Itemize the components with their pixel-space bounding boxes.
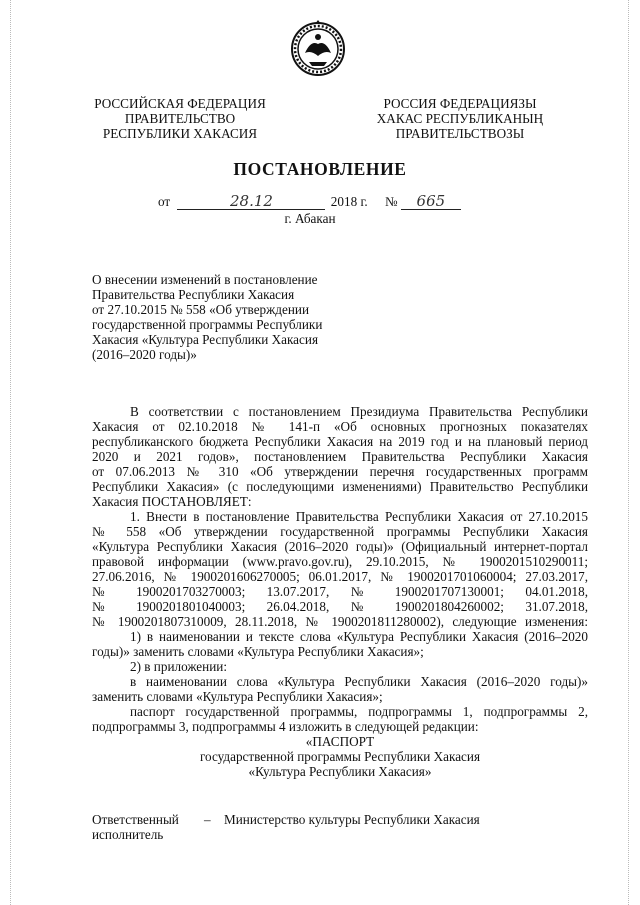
date-field — [177, 194, 325, 210]
body-line: в наименовании слова «Культура Республики Хакасия (2016–2020 годы)» — [130, 674, 588, 689]
body-line: 1. Внести в постановление Правительства Республики Хакасия от 27.10.2015 — [130, 509, 588, 524]
emblem-icon — [289, 20, 347, 80]
date-handwritten: 28.12 — [230, 192, 273, 210]
body-line: от 07.06.2013 № 310 «Об утверждении перечня государственных программ — [92, 464, 588, 479]
row-dash: – — [204, 812, 211, 827]
document-title: ПОСТАНОВЛЕНИЕ — [233, 159, 407, 179]
body-line: 2) в приложении: — [130, 659, 227, 674]
date-line — [158, 194, 478, 210]
body-line: подпрограммы 3, подпрограммы 4 изложить в следующей редакции: — [92, 719, 479, 734]
header-left-line: ПРАВИТЕЛЬСТВО — [124, 111, 236, 126]
header-left-line: РЕСПУБЛИКИ ХАКАСИЯ — [102, 126, 258, 141]
body-line: правовой информации (www.pravo.gov.ru), 29.10.2015, № 1900201510290011; — [92, 554, 588, 569]
header-left — [80, 96, 280, 141]
body-line: «Культура Республики Хакасия (2016–2020 годы)» (Официальный интернет-портал — [92, 539, 588, 554]
body-line: № 558 «Об утверждении государственной программы Республики Хакасия — [92, 524, 588, 539]
body-line: № 1900201801040003; 26.04.2018, № 1900201804260002; 31.07.2018, — [92, 599, 588, 614]
number-handwritten: 665 — [416, 192, 446, 210]
subject-line: Правительства Республики Хакасия — [92, 287, 295, 302]
passport-line: «Культура Республики Хакасия» — [248, 764, 432, 779]
body-line: Республики Хакасия» (с последующими изменениями) Правительство Республики — [92, 479, 588, 494]
body-line: республиканского бюджета Республики Хакасия на 2019 год и на плановый период — [92, 434, 588, 449]
header-right-line: РОССИЯ ФЕДЕРАЦИЯЗЫ — [383, 96, 537, 111]
body-line: Хакасия от 02.10.2018 № 141-п «Об основных прогнозных показателях — [92, 419, 588, 434]
number-field — [401, 194, 461, 210]
city: г. Абакан — [284, 211, 336, 226]
body-line: 27.06.2016, № 1900201606270005; 06.01.2017, № 1900201701060004; 27.03.2017, — [92, 569, 588, 584]
body-line: заменить словами «Культура Республики Хакасия»; — [92, 689, 383, 704]
body-line: паспорт государственной программы, подпрограммы 1, подпрограммы 2, — [130, 704, 588, 719]
header-right-line: ПРАВИТЕЛЬСТВОЗЫ — [395, 126, 525, 141]
body-line: 2020 и 2021 годов», постановлением Правительства Республики Хакасия — [92, 449, 588, 464]
number-sign: № — [384, 194, 398, 209]
binding-dots-right — [628, 0, 630, 905]
passport-title — [80, 734, 600, 779]
header-left-line: РОССИЙСКАЯ ФЕДЕРАЦИЯ — [94, 96, 266, 111]
body-line: В соответствии с постановлением Президиума Правительства Республики — [130, 404, 588, 419]
passport-line: государственной программы Республики Хакасия — [199, 749, 481, 764]
passport-line: «ПАСПОРТ — [305, 734, 375, 749]
binding-dots-left — [10, 0, 12, 905]
body-line: годы)» заменить словами «Культура Республики Хакасия»; — [92, 644, 424, 659]
body-line: 1) в наименовании и тексте слова «Культура Республики Хакасия (2016–2020 — [130, 629, 588, 644]
body-line: № 1900201703270003; 13.07.2017, № 1900201707130001; 04.01.2018, — [92, 584, 588, 599]
subject-block — [92, 272, 370, 362]
row-label: Ответственный исполнитель — [92, 812, 179, 842]
row-value: Министерство культуры Республики Хакасия — [224, 812, 480, 827]
subject-line: (2016–2020 годы)» — [92, 347, 197, 362]
body-line: Хакасия ПОСТАНОВЛЯЕТ: — [92, 494, 252, 509]
body-text — [92, 404, 588, 734]
header-right — [360, 96, 560, 141]
date-year: 2018 г. — [330, 194, 368, 209]
subject-line: от 27.10.2015 № 558 «Об утверждении — [92, 302, 310, 317]
subject-line: О внесении изменений в постановление — [92, 272, 318, 287]
subject-line: государственной программы Республики — [92, 317, 323, 332]
date-from-label: от — [158, 194, 171, 209]
subject-line: Хакасия «Культура Республики Хакасия — [92, 332, 319, 347]
body-line: № 1900201807310009, 28.11.2018, № 1900201811280002), следующие изменения: — [92, 614, 588, 629]
header-right-line: ХАКАС РЕСПУБЛИКАНЫҢ — [376, 111, 544, 126]
